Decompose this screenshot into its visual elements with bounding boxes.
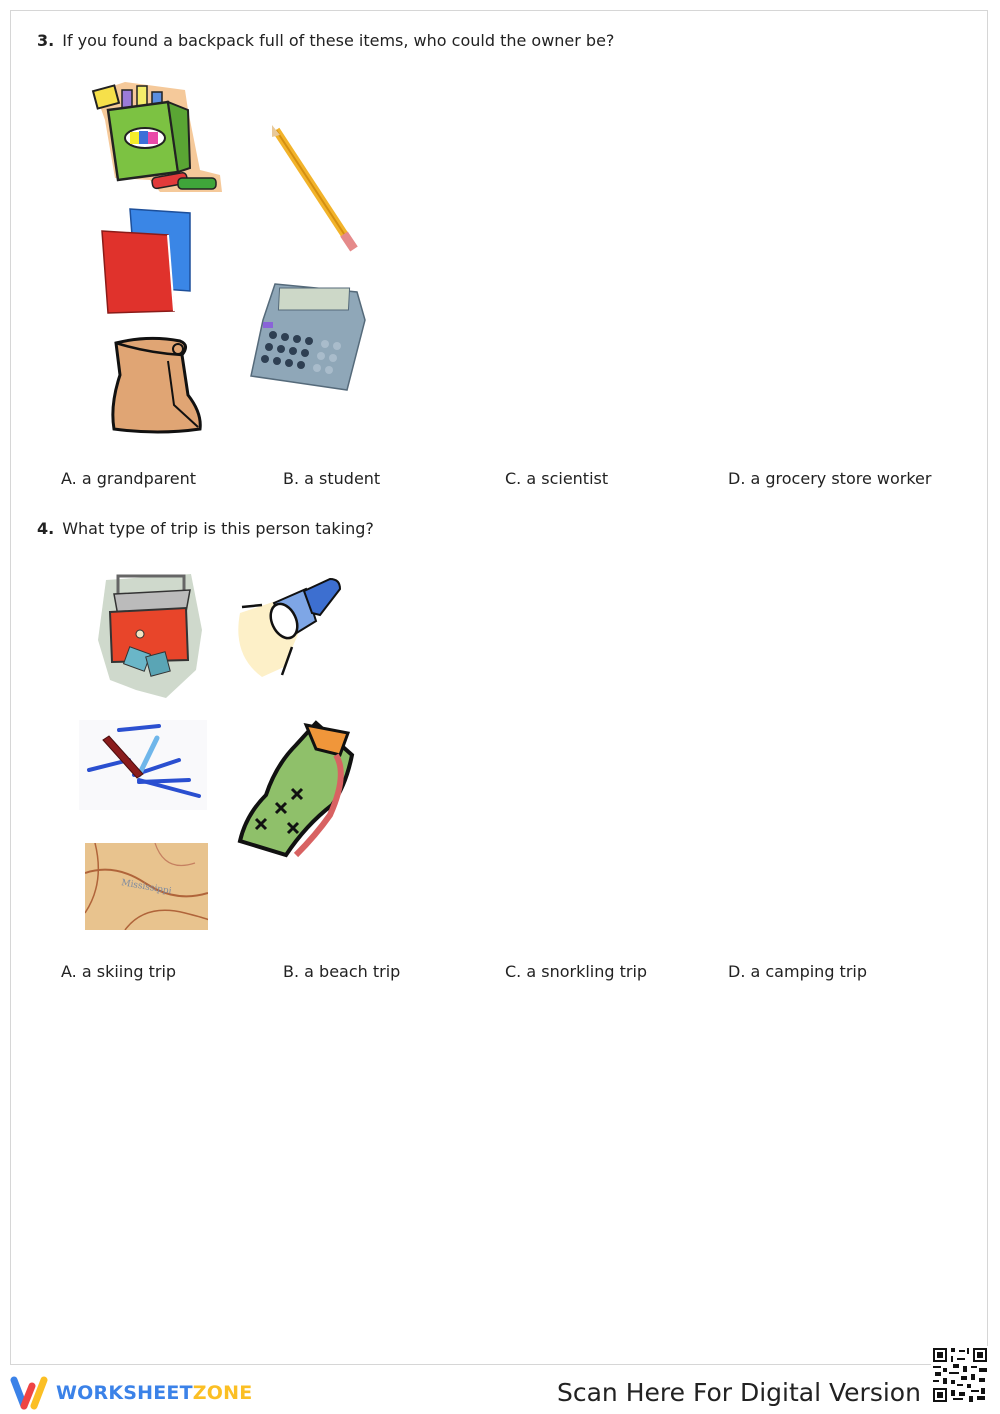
question-3	[37, 31, 614, 50]
question-number: 4.	[37, 519, 55, 538]
option-b[interactable]: B. a student	[283, 469, 381, 488]
cooler-icon	[96, 570, 206, 700]
sleeping-bag-icon	[236, 715, 358, 863]
option-d[interactable]: D. a grocery store worker	[728, 469, 932, 488]
option-d[interactable]: D. a camping trip	[728, 962, 868, 981]
logo-text-zone: ZONE	[192, 1382, 253, 1404]
question-text: What type of trip is this person taking?	[62, 519, 374, 538]
option-b[interactable]: B. a beach trip	[283, 962, 401, 981]
map-label: Mississippi	[120, 878, 173, 897]
paper-lunch-bag-icon	[108, 335, 208, 437]
crayon-box-icon	[90, 80, 225, 195]
worksheet-zone-logo[interactable]	[10, 1376, 252, 1410]
question-number: 3.	[37, 31, 55, 50]
option-c[interactable]: C. a snorkling trip	[505, 962, 648, 981]
option-a[interactable]: A. a grandparent	[61, 469, 197, 488]
pocket-knife-icon	[79, 720, 207, 810]
answer-options-q4	[61, 962, 961, 986]
flashlight-icon	[232, 575, 347, 680]
map-icon	[85, 843, 208, 930]
logo-w-icon	[10, 1376, 50, 1410]
scan-here-text: Scan Here For Digital Version	[557, 1378, 921, 1407]
option-a[interactable]: A. a skiing trip	[61, 962, 177, 981]
pencil-icon	[268, 125, 363, 255]
question-4	[37, 519, 374, 538]
books-icon	[98, 205, 196, 317]
calculator-icon	[245, 280, 370, 395]
answer-options-q3	[61, 469, 961, 493]
option-c[interactable]: C. a scientist	[505, 469, 609, 488]
logo-text-worksheet: WORKSHEET	[56, 1382, 193, 1404]
question-text: If you found a backpack full of these items, who could the owner be?	[62, 31, 615, 50]
qr-code-icon[interactable]	[931, 1346, 989, 1404]
